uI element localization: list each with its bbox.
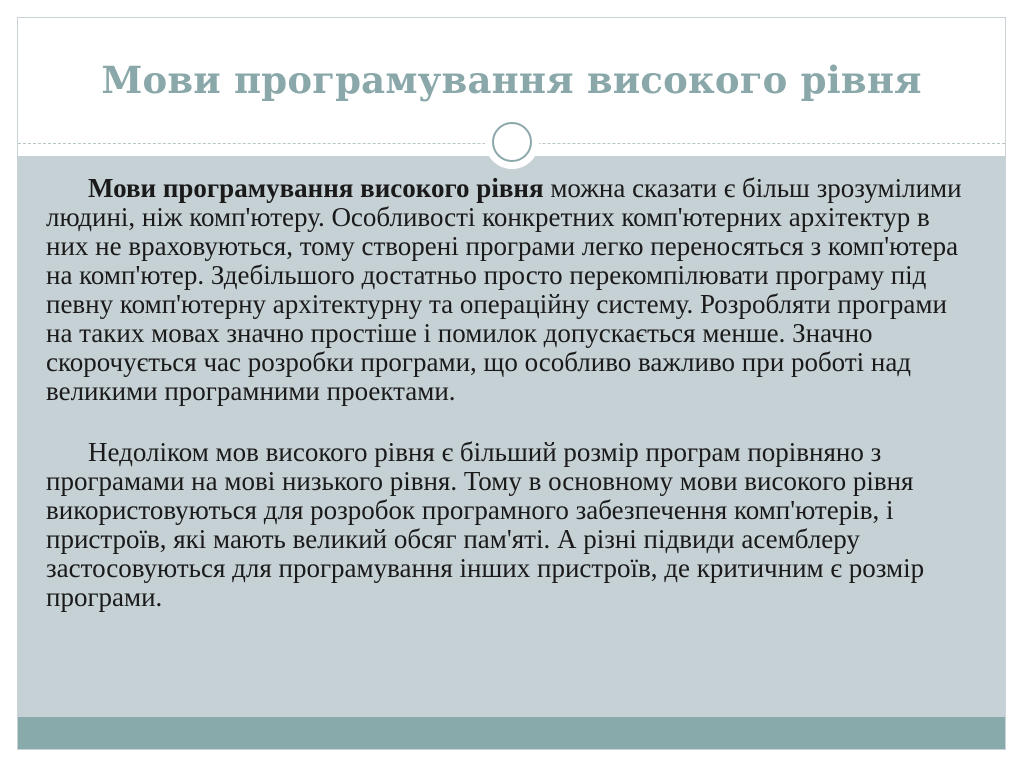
paragraph-2 <box>46 438 976 612</box>
body-text <box>46 174 976 612</box>
footer-band <box>18 717 1005 750</box>
paragraph-2-text: Недоліком мов високого рівня є більший розмір програм порівняно з програмами на мові низького рівня. Тому в основному мови високого рівня використовуються для розробок програмного забезпечення комп'ютерів, і пристроїв, які мають великий обсяг пам'яті. А різні підвиди асемблеру застосовуються для програмування інших пристроїв, де критичним є розмір програми. <box>46 437 925 612</box>
slide <box>17 17 1006 750</box>
ring-shape <box>492 122 532 162</box>
paragraph-1-lead: Мови програмування високого рівня <box>88 173 544 203</box>
paragraph-1 <box>46 174 976 406</box>
slide-title: Мови програмування високого рівня <box>101 58 922 102</box>
circle-ring-icon <box>485 115 539 169</box>
paragraph-1-text: можна сказати є більш зрозумілими людині, ніж комп'ютеру. Особливості конкретних комп'ютерних архітектур в них не враховуються, тому створені програми легко переносяться з комп'ютера на комп'ютер. Здебільшого достатньо просто перекомпілювати програму під певну комп'ютерну архітектурну та операційну систему. Розробляти програми на таких мовах значно простіше і помилок допускається менше. Значно скорочується час розробки програми, що особливо важливо при роботі над великими програмними проектами. <box>46 173 962 406</box>
